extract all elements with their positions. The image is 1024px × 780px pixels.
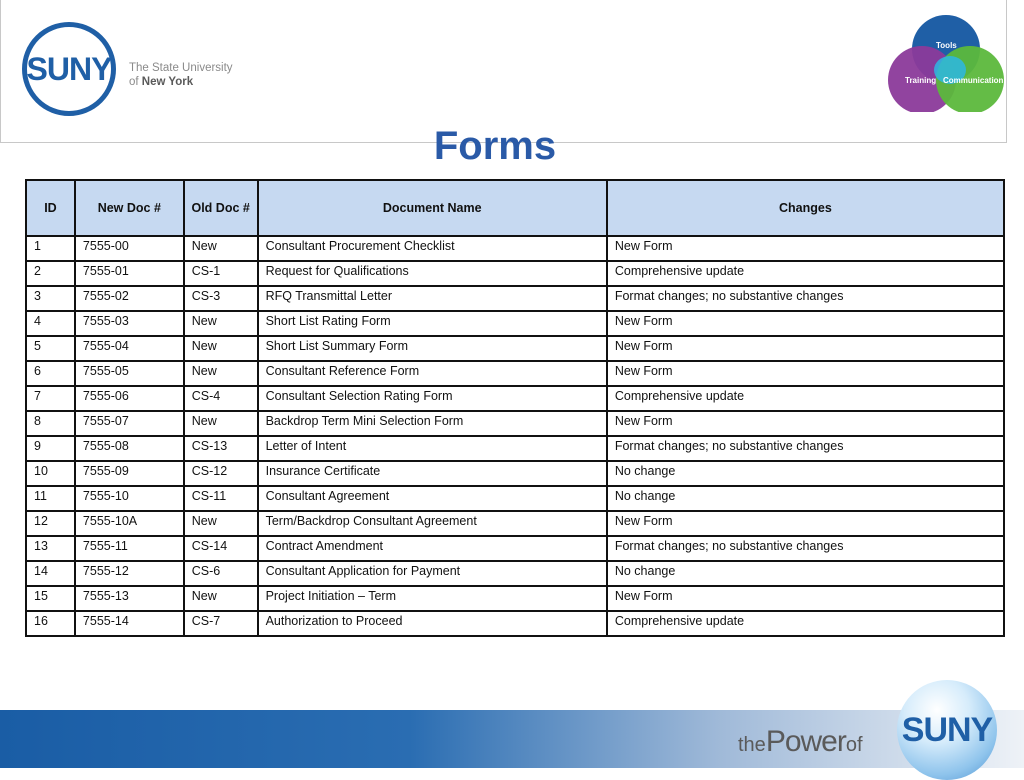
cell-old-doc: New [184, 411, 258, 436]
suny-logo[interactable] [22, 22, 242, 126]
cell-new-doc: 7555-02 [75, 286, 184, 311]
table-row [26, 286, 1004, 311]
cell-document-name: Insurance Certificate [258, 461, 607, 486]
suny-logo-line1: The State University [129, 62, 233, 74]
table-row [26, 311, 1004, 336]
cell-new-doc: 7555-12 [75, 561, 184, 586]
cell-id: 12 [26, 511, 75, 536]
suny-logo-circle [22, 22, 116, 116]
table-row [26, 436, 1004, 461]
venn-label-training: Training [905, 76, 937, 85]
cell-changes: New Form [607, 586, 1004, 611]
cell-id: 16 [26, 611, 75, 636]
table-row [26, 386, 1004, 411]
suny-logo-text [129, 61, 233, 89]
cell-changes: Comprehensive update [607, 611, 1004, 636]
suny-logo-mark: SUNY [26, 50, 112, 87]
table-row [26, 461, 1004, 486]
cell-new-doc: 7555-13 [75, 586, 184, 611]
cell-changes: Format changes; no substantive changes [607, 436, 1004, 461]
power-of-suny-text [738, 725, 863, 759]
suny-logo-line2-bold: New York [141, 76, 194, 88]
cell-document-name: Backdrop Term Mini Selection Form [258, 411, 607, 436]
cell-document-name: Letter of Intent [258, 436, 607, 461]
cell-document-name: Project Initiation – Term [258, 586, 607, 611]
table-row [26, 236, 1004, 261]
cell-old-doc: New [184, 511, 258, 536]
cell-document-name: Consultant Agreement [258, 486, 607, 511]
cell-changes: New Form [607, 336, 1004, 361]
venn-diagram [880, 12, 1010, 112]
page-title: Forms [433, 124, 557, 168]
cell-document-name: Term/Backdrop Consultant Agreement [258, 511, 607, 536]
table-row [26, 611, 1004, 636]
header-id: ID [26, 180, 75, 236]
cell-new-doc: 7555-08 [75, 436, 184, 461]
cell-old-doc: CS-12 [184, 461, 258, 486]
power-power: Power [765, 725, 846, 758]
cell-new-doc: 7555-11 [75, 536, 184, 561]
table-row [26, 536, 1004, 561]
cell-id: 10 [26, 461, 75, 486]
cell-old-doc: New [184, 311, 258, 336]
power-the: the [738, 734, 766, 756]
cell-new-doc: 7555-14 [75, 611, 184, 636]
venn-label-tools: Tools [936, 41, 957, 50]
cell-new-doc: 7555-09 [75, 461, 184, 486]
cell-changes: No change [607, 461, 1004, 486]
header-document-name: Document Name [258, 180, 607, 236]
cell-document-name: Authorization to Proceed [258, 611, 607, 636]
table-body [26, 236, 1004, 636]
cell-id: 2 [26, 261, 75, 286]
cell-document-name: Consultant Application for Payment [258, 561, 607, 586]
cell-document-name: RFQ Transmittal Letter [258, 286, 607, 311]
cell-document-name: Consultant Selection Rating Form [258, 386, 607, 411]
cell-new-doc: 7555-10 [75, 486, 184, 511]
footer-bar [0, 710, 1024, 768]
cell-old-doc: New [184, 236, 258, 261]
venn-svg [880, 12, 1010, 112]
power-of: of [845, 734, 863, 756]
cell-new-doc: 7555-06 [75, 386, 184, 411]
cell-new-doc: 7555-10A [75, 511, 184, 536]
cell-old-doc: CS-6 [184, 561, 258, 586]
cell-old-doc: CS-14 [184, 536, 258, 561]
table-row [26, 361, 1004, 386]
cell-changes: New Form [607, 511, 1004, 536]
header-changes: Changes [607, 180, 1004, 236]
cell-document-name: Short List Summary Form [258, 336, 607, 361]
suny-logo-line2-prefix: of [129, 76, 142, 88]
power-suny-mark: SUNY [901, 710, 993, 749]
cell-old-doc: New [184, 361, 258, 386]
cell-document-name: Consultant Procurement Checklist [258, 236, 607, 261]
cell-old-doc: CS-13 [184, 436, 258, 461]
cell-changes: Comprehensive update [607, 386, 1004, 411]
cell-id: 1 [26, 236, 75, 261]
cell-new-doc: 7555-00 [75, 236, 184, 261]
table-row [26, 561, 1004, 586]
table-row [26, 486, 1004, 511]
cell-old-doc: CS-7 [184, 611, 258, 636]
power-suny-logo[interactable] [897, 680, 997, 780]
header-old-doc: Old Doc # [184, 180, 258, 236]
cell-new-doc: 7555-04 [75, 336, 184, 361]
cell-old-doc: CS-11 [184, 486, 258, 511]
cell-id: 6 [26, 361, 75, 386]
cell-document-name: Short List Rating Form [258, 311, 607, 336]
cell-id: 11 [26, 486, 75, 511]
cell-old-doc: New [184, 336, 258, 361]
cell-new-doc: 7555-05 [75, 361, 184, 386]
cell-document-name: Consultant Reference Form [258, 361, 607, 386]
table-row [26, 261, 1004, 286]
cell-new-doc: 7555-07 [75, 411, 184, 436]
cell-changes: Format changes; no substantive changes [607, 286, 1004, 311]
cell-id: 15 [26, 586, 75, 611]
cell-document-name: Request for Qualifications [258, 261, 607, 286]
cell-changes: New Form [607, 236, 1004, 261]
forms-table [25, 179, 1005, 637]
cell-old-doc: CS-4 [184, 386, 258, 411]
table-row [26, 586, 1004, 611]
header-new-doc: New Doc # [75, 180, 184, 236]
cell-id: 9 [26, 436, 75, 461]
cell-changes: No change [607, 486, 1004, 511]
cell-id: 7 [26, 386, 75, 411]
cell-new-doc: 7555-03 [75, 311, 184, 336]
cell-id: 5 [26, 336, 75, 361]
suny-logo-line2 [129, 75, 233, 89]
table-row [26, 411, 1004, 436]
cell-id: 3 [26, 286, 75, 311]
cell-old-doc: CS-3 [184, 286, 258, 311]
cell-id: 13 [26, 536, 75, 561]
cell-id: 8 [26, 411, 75, 436]
cell-changes: Format changes; no substantive changes [607, 536, 1004, 561]
cell-old-doc: New [184, 586, 258, 611]
cell-document-name: Contract Amendment [258, 536, 607, 561]
cell-changes: New Form [607, 361, 1004, 386]
table-header-row [26, 180, 1004, 236]
cell-changes: Comprehensive update [607, 261, 1004, 286]
cell-changes: New Form [607, 411, 1004, 436]
table-row [26, 336, 1004, 361]
table-row [26, 511, 1004, 536]
cell-old-doc: CS-1 [184, 261, 258, 286]
cell-id: 4 [26, 311, 75, 336]
cell-new-doc: 7555-01 [75, 261, 184, 286]
cell-changes: No change [607, 561, 1004, 586]
cell-changes: New Form [607, 311, 1004, 336]
cell-id: 14 [26, 561, 75, 586]
venn-label-communication: Communication [943, 76, 1004, 85]
